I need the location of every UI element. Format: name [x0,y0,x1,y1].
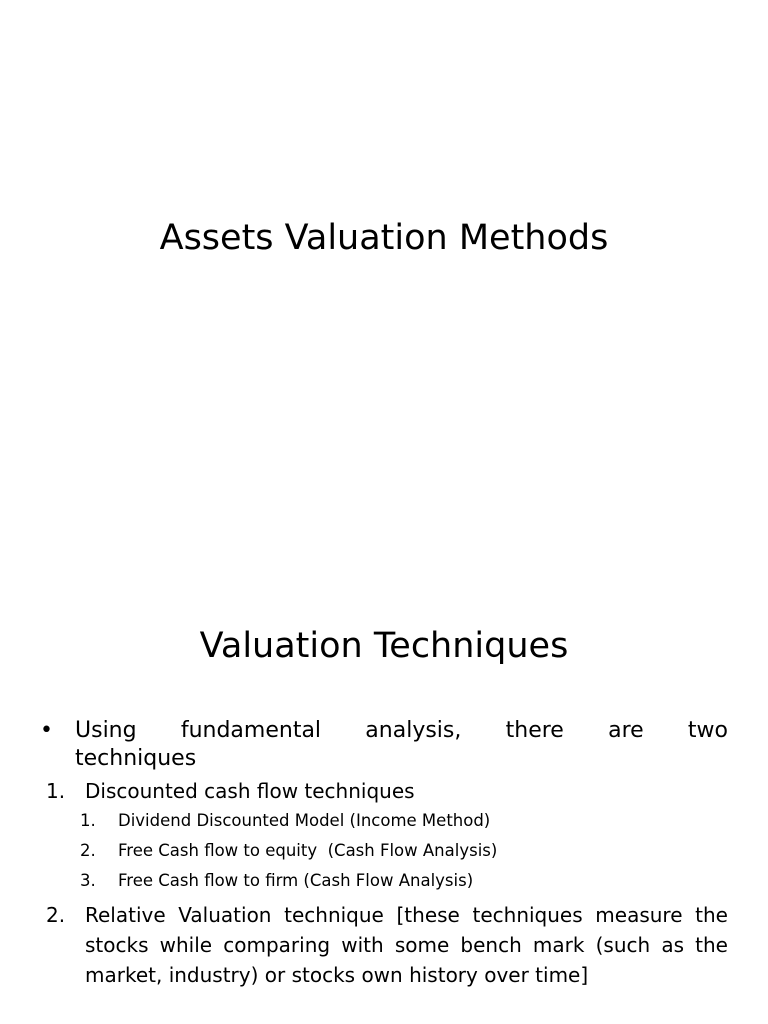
bullet-item [40,713,728,774]
sub-list-item-text: Free Cash flow to firm (Cash Flow Analysis) [118,871,474,890]
sub-list-item-1 [80,806,728,836]
slide-2 [0,512,768,1024]
sub-list-item-2 [80,836,728,866]
sub-list-item-3 [80,866,728,896]
list-item-number: 2. [46,903,66,927]
list-item-2 [40,900,728,990]
bullet-text-line-2: techniques [75,746,197,771]
bullet-text [75,713,728,774]
list-item-1 [40,776,728,806]
list-item-text: Discounted cash flow techniques [85,779,415,803]
sub-list-item-number: 1. [80,811,96,830]
bullet-text-line-1: Using fundamental analysis, there are two [75,718,728,743]
sub-list-item-number: 3. [80,871,96,890]
slide-1-title: Assets Valuation Methods [159,218,609,258]
sub-list-item-text: Dividend Discounted Model (Income Method) [118,811,491,830]
numbered-list [40,776,728,990]
slide-2-title: Valuation Techniques [199,626,569,666]
list-item-number: 1. [46,779,66,803]
sub-list-item-text: Free Cash flow to equity (Cash Flow Analysis) [118,841,498,860]
bullet-mark: • [40,718,53,743]
slide-2-body [40,713,728,990]
list-item-text: Relative Valuation technique [these techniques measure the stocks while comparing with some bench mark (such as the market, industry) or stocks own history over time] [85,903,728,987]
sub-list-item-number: 2. [80,841,96,860]
